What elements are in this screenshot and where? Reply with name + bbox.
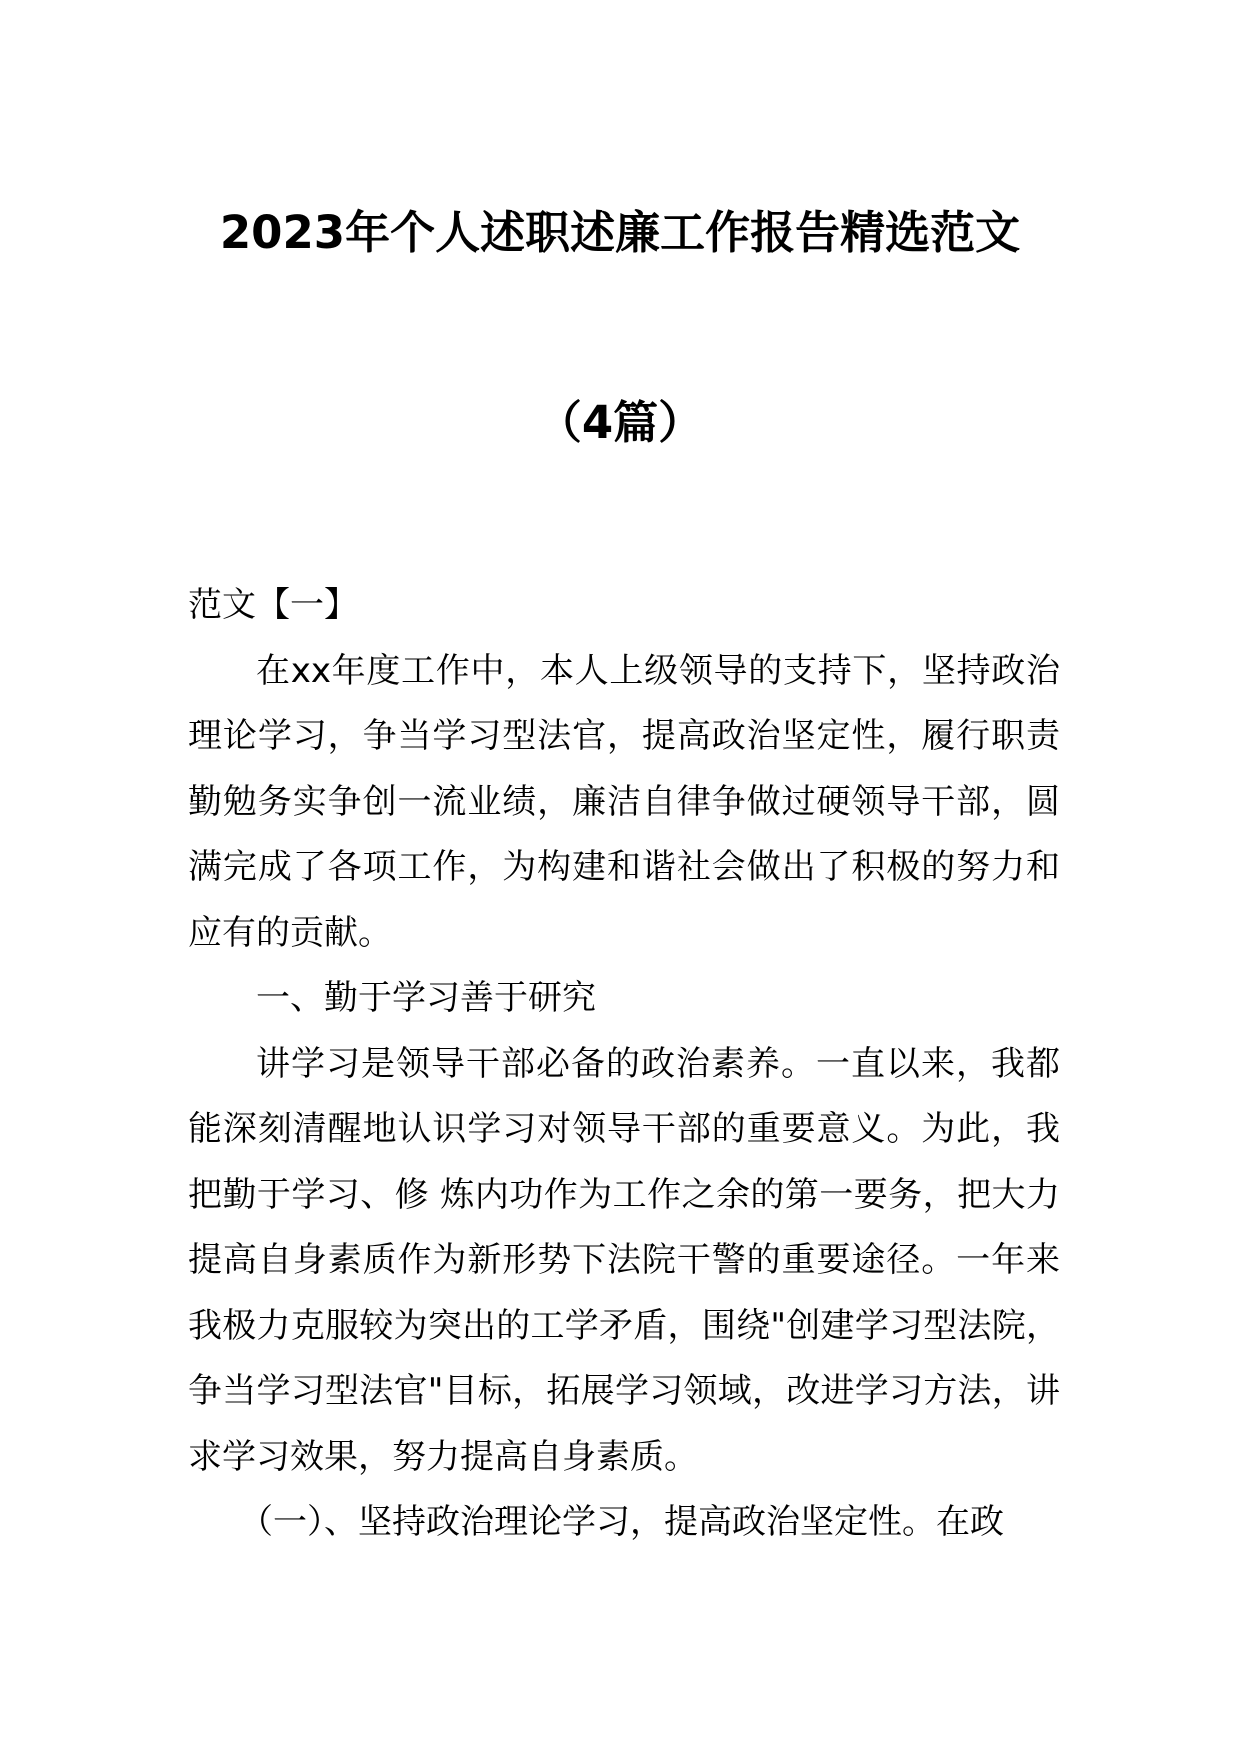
document-body xyxy=(188,573,1060,1556)
subsection-heading: 一、勤于学习善于研究 xyxy=(256,978,596,1018)
body-paragraph: 讲学习是领导干部必备的政治素养。一直以来，我都能深刻清醒地认识学习对领导干部的重要意义。为此，我把勤于学习、修 炼内功作为工作之余的第一要务，把大力提高自身素质作为新形势下法院干警的重要途径。一年来我极力克服较为突出的工学矛盾，围绕"创建学习型法院，争当学习型法官"目标，拓展学习领域，改进学习方法，讲求学习效果，努力提高自身素质。 xyxy=(188,1043,1060,1477)
body-paragraph: 在xx年度工作中，本人上级领导的支持下，坚持政治理论学习，争当学习型法官，提高政治坚定性，履行职责勤勉务实争创一流业绩，廉洁自律争做过硬领导干部，圆满完成了各项工作，为构建和谐社会做出了积极的努力和应有的贡献。 xyxy=(188,650,1060,953)
document-title: 2023年个人述职述廉工作报告精选范文 xyxy=(219,206,1021,259)
body-paragraph: （一）、坚持政治理论学习，提高政治坚定性。在政 xyxy=(239,1502,1004,1542)
section-heading: 范文【一】 xyxy=(188,585,358,625)
document-subtitle: （4篇） xyxy=(536,396,704,449)
